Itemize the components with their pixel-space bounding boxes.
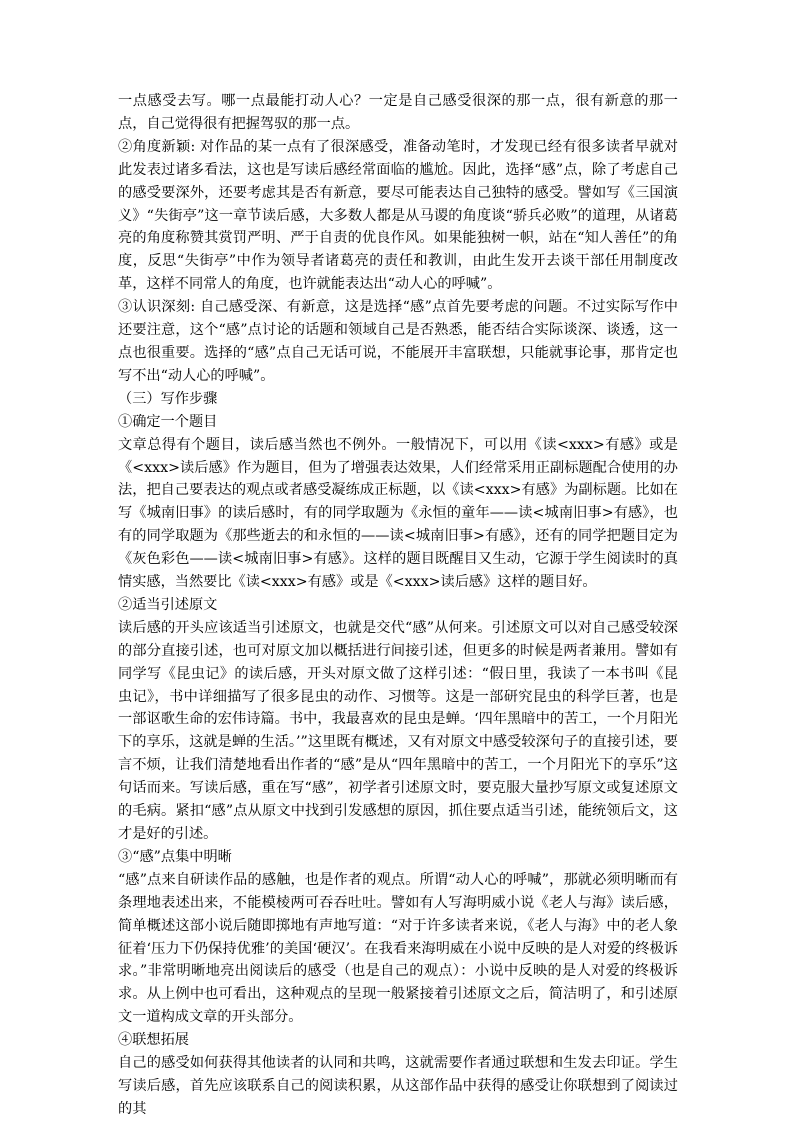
step-heading-association: ④联想拓展 — [118, 1032, 189, 1049]
paragraph-title: 文章总得有个题目，读后感当然也不例外。一般情况下，可以用《读<xxx>有感》或是《<xxx>读后感》作为题目，但为了增强表达效果，人们经常采用正副标题配合使用的办法，把自己要表达的观点或者感受凝练成正标题，以《读<xxx>有感》为副标题。比如在写《城南旧事》的读后感时，有的同学取题为《永恒的童年——读<城南旧事>有感》，也有的同学取题为《那些逝去的和永恒的——读<城南旧事>有感》，还有的同学把题目定为《灰色彩色——读<城南旧事>有感》。这样的题目既醒目又生动，它源于学生阅读时的真情实感，当然要比《读<xxx>有感》或是《<xxx>读后感》这样的题目好。 — [118, 436, 678, 591]
document-page — [118, 90, 678, 1121]
step-heading-title: ①确定一个题目 — [118, 413, 218, 430]
paragraph-deep-understanding: ③认识深刻: 自己感受深、有新意，这是选择“感”点首先要考虑的问题。不过实际写作中还要注意，这个“感”点讨论的话题和领域自己是否熟悉，能否结合实际谈深、谈透，这一点也很重要。选择的“感”点自己无话可说，不能展开丰富联想，只能就事论事，那肯定也写不出“动人心的呼喊”。 — [118, 299, 678, 384]
paragraph-intro: 一点感受去写。哪一点最能打动人心？一定是自己感受很深的那一点，很有新意的那一点，自己觉得很有把握驾驭的那一点。 — [118, 93, 678, 132]
step-heading-quote: ②适当引述原文 — [118, 596, 218, 613]
paragraph-quote: 读后感的开头应该适当引述原文，也就是交代“感”从何来。引述原文可以对自己感受较深的部分直接引述，也可对原文加以概括进行间接引述，但更多的时候是两者兼用。譬如有同学写《昆虫记》的读后感，开头对原文做了这样引述：“假日里，我读了一本书叫《昆虫记》，书中详细描写了很多昆虫的动作、习惯等。这是一部研究昆虫的科学巨著，也是一部讴歌生命的宏伟诗篇。书中，我最喜欢的昆虫是蝉。‘四年黑暗中的苦工，一个月阳光下的享乐，这就是蝉的生活。’”这里既有概述，又有对原文中感受较深句子的直接引述，要言不烦，让我们清楚地看出作者的“感”是从“四年黑暗中的苦工，一个月阳光下的享乐”这句话而来。写读后感，重在写“感”，初学者引述原文时，要克服大量抄写原文或复述原文的毛病。紧扣“感”点从原文中找到引发感想的原因，抓住要点适当引述，能统领后文，这才是好的引述。 — [118, 619, 678, 842]
step-heading-focus: ③“感”点集中明晰 — [118, 848, 232, 865]
paragraph-association: 自己的感受如何获得其他读者的认同和共鸣，这就需要作者通过联想和生发去印证。学生写读后感，首先应该联系自己的阅读积累，从这部作品中获得的感受让你联想到了阅读过的其 — [118, 1055, 678, 1117]
section-heading-writing-steps: （三）写作步骤 — [118, 390, 218, 407]
paragraph-focus: “感”点来自研读作品的感触，也是作者的观点。所谓“动人心的呼喊”，那就必须明晰而有条理地表述出来，不能模棱两可吞吞吐吐。譬如有人写海明威小说《老人与海》读后感，简单概述这部小说后随即掷地有声地写道：“对于许多读者来说，《老人与海》中的老人象征着‘压力下仍保持优雅’的美国‘硬汉’。在我看来海明威在小说中反映的是人对爱的终极诉求。”非常明晰地亮出阅读后的感受（也是自己的观点）：小说中反映的是人对爱的终极诉求。从上例中也可看出，这种观点的呈现一般紧接着引述原文之后，简洁明了，和引述原文一道构成文章的开头部分。 — [118, 871, 678, 1026]
paragraph-angle-novel: ②角度新颖: 对作品的某一点有了很深感受，准备动笔时，才发现已经有很多读者早就对此发表过诸多看法，这也是写读后感经常面临的尴尬。因此，选择“感”点，除了考虑自己的感受要深外，还要考虑其是否有新意，要尽可能表达自己独特的感受。譬如写《三国演义》“失街亭”这一章节读后感，大多数人都是从马谡的角度谈“骄兵必败”的道理，从诸葛亮的角度称赞其赏罚严明、严于自责的优良作风。如果能独树一帜，站在“知人善任”的角度，反思“失街亭”中作为领导者诸葛亮的责任和教训，由此生发开去谈干部任用制度改革，这样不同常人的角度，也许就能表达出“动人心的呼喊”。 — [118, 138, 678, 293]
